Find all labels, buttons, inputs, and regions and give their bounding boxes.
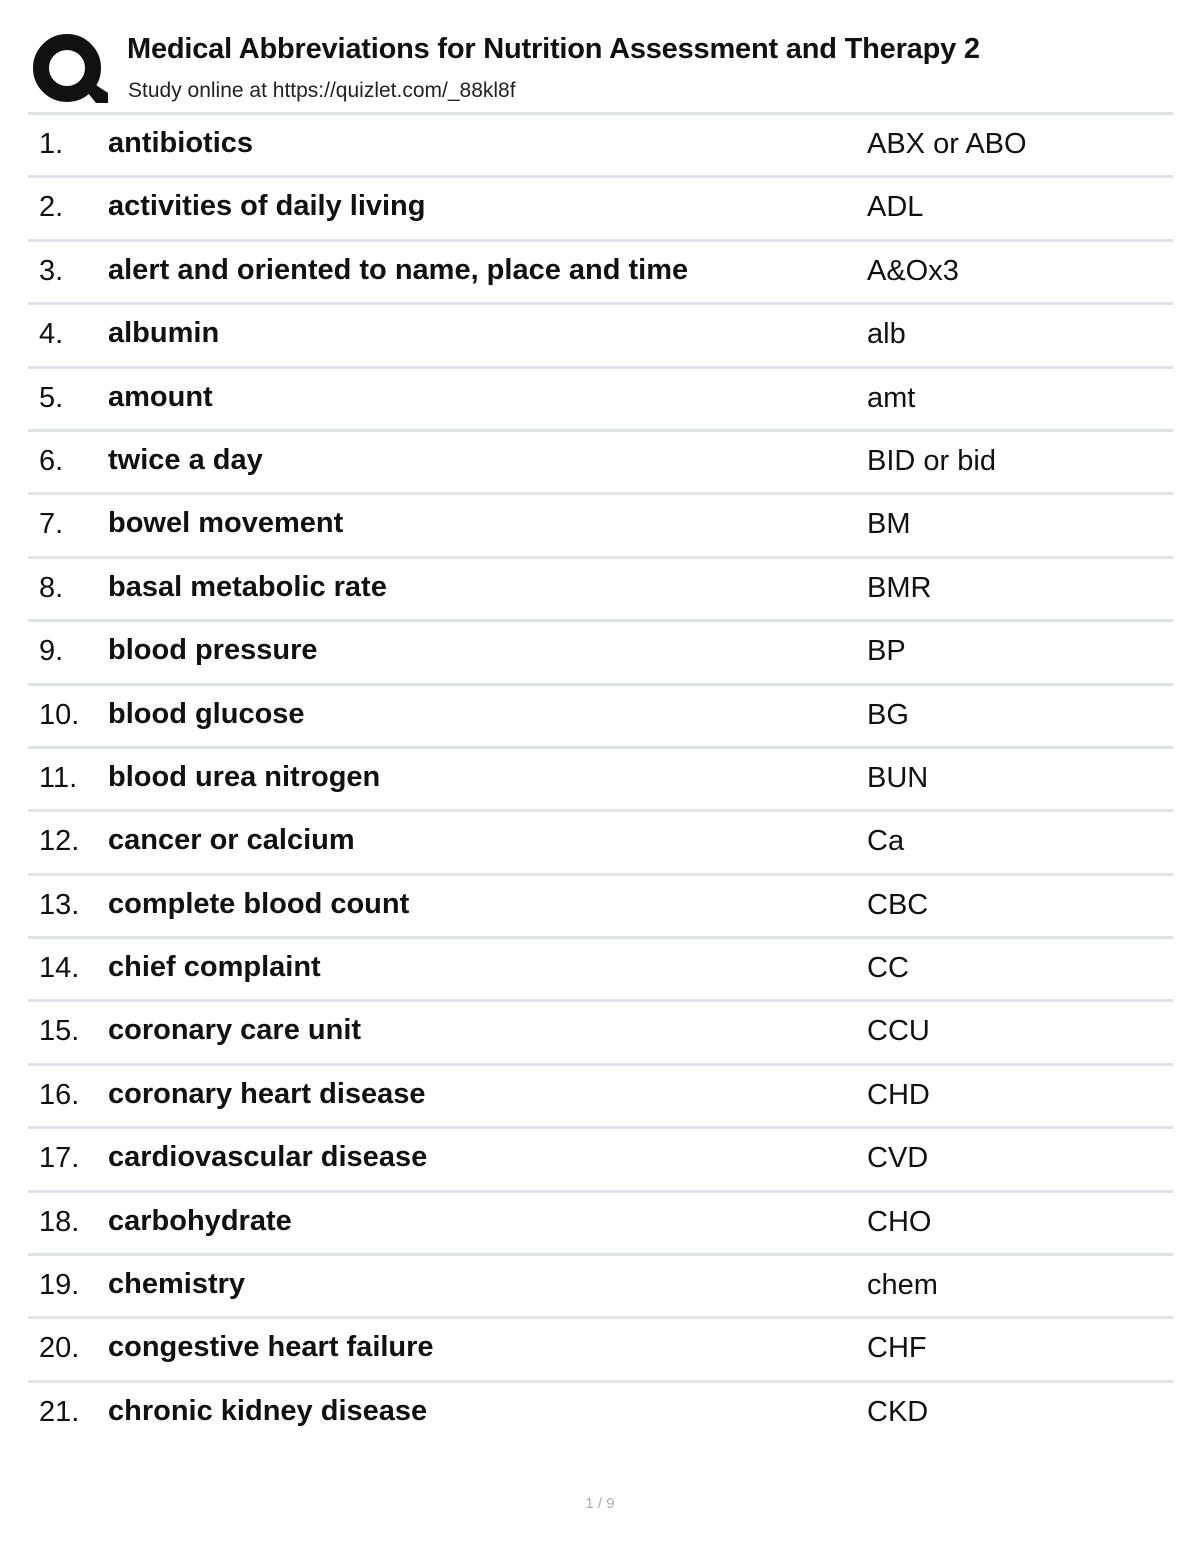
term-abbreviation: BG [867, 698, 909, 731]
term-text: bowel movement [108, 507, 344, 540]
term-text: blood glucose [108, 697, 305, 730]
term-number: 9. [39, 635, 64, 668]
term-row [28, 936, 1173, 999]
term-text: blood pressure [108, 634, 318, 667]
term-abbreviation: BMR [867, 571, 932, 604]
term-row [28, 1126, 1173, 1189]
study-online-link[interactable]: https://quizlet.com/_88kl8f [272, 79, 516, 102]
term-abbreviation: CVD [867, 1142, 929, 1175]
term-abbreviation: CKD [867, 1395, 929, 1428]
term-text: cancer or calcium [108, 824, 355, 857]
term-abbreviation: CHO [867, 1205, 932, 1238]
term-row [28, 302, 1173, 365]
term-number: 7. [39, 508, 64, 541]
term-text: chief complaint [108, 951, 321, 984]
term-number: 2. [39, 191, 64, 224]
term-abbreviation: amt [867, 381, 916, 414]
term-number: 5. [39, 381, 64, 414]
term-row [28, 683, 1173, 746]
term-abbreviation: BM [867, 508, 911, 541]
term-row [28, 873, 1173, 936]
term-text: activities of daily living [108, 190, 426, 223]
term-text: amount [108, 380, 213, 413]
page-header [0, 0, 1200, 112]
term-number: 11. [39, 761, 78, 794]
term-text: twice a day [108, 443, 263, 476]
term-row [28, 809, 1173, 872]
term-text: antibiotics [108, 127, 254, 159]
term-number: 21. [39, 1395, 80, 1428]
term-row [28, 429, 1173, 492]
term-row [28, 999, 1173, 1062]
term-abbreviation: Ca [867, 825, 905, 858]
term-text: chronic kidney disease [108, 1394, 428, 1427]
term-number: 15. [39, 1015, 80, 1048]
term-row [28, 239, 1173, 302]
term-number: 10. [39, 698, 80, 731]
page-indicator: 1 / 9 [585, 1495, 615, 1512]
term-number: 14. [39, 952, 80, 985]
term-row [28, 366, 1173, 429]
term-row [28, 175, 1173, 238]
term-abbreviation: A&Ox3 [867, 254, 959, 287]
term-number: 8. [39, 571, 64, 604]
term-number: 16. [39, 1078, 80, 1111]
term-number: 6. [39, 444, 64, 477]
page-title: Medical Abbreviations for Nutrition Assessment and Therapy 2 [127, 33, 980, 65]
term-abbreviation: ABX or ABO [867, 128, 1027, 160]
term-text: coronary heart disease [108, 1077, 426, 1110]
term-number: 1. [39, 128, 64, 160]
term-row [28, 112, 1173, 175]
term-number: 19. [39, 1269, 80, 1302]
term-row [28, 619, 1173, 682]
term-number: 4. [39, 318, 64, 351]
term-row [28, 492, 1173, 555]
term-number: 12. [39, 825, 80, 858]
term-abbreviation: BUN [867, 761, 929, 794]
term-abbreviation: CC [867, 952, 909, 985]
term-row [28, 1063, 1173, 1126]
term-row [28, 1316, 1173, 1379]
term-number: 18. [39, 1205, 80, 1238]
term-text: basal metabolic rate [108, 570, 387, 603]
term-row [28, 1253, 1173, 1316]
term-row [28, 556, 1173, 619]
term-abbreviation: ADL [867, 191, 924, 224]
term-text: congestive heart failure [108, 1331, 434, 1364]
term-number: 17. [39, 1142, 80, 1175]
quizlet-q-logo-icon [30, 31, 108, 109]
term-abbreviation: chem [867, 1269, 938, 1302]
term-abbreviation: alb [867, 318, 906, 351]
term-text: complete blood count [108, 887, 410, 920]
term-text: cardiovascular disease [108, 1141, 428, 1174]
term-row [28, 746, 1173, 809]
term-list [28, 112, 1173, 1443]
term-row [28, 1190, 1173, 1253]
study-online-line [128, 79, 516, 103]
study-online-label: Study online at [128, 79, 273, 102]
term-abbreviation: CHD [867, 1078, 930, 1111]
term-text: alert and oriented to name, place and time [108, 253, 689, 286]
term-number: 20. [39, 1332, 80, 1365]
term-abbreviation: BP [867, 635, 906, 668]
term-text: albumin [108, 317, 220, 350]
term-abbreviation: CCU [867, 1015, 930, 1048]
term-row [28, 1380, 1173, 1443]
term-abbreviation: BID or bid [867, 444, 996, 477]
term-text: coronary care unit [108, 1014, 362, 1047]
term-number: 3. [39, 254, 64, 287]
term-text: blood urea nitrogen [108, 760, 381, 793]
term-number: 13. [39, 888, 80, 921]
term-text: carbohydrate [108, 1204, 292, 1237]
term-text: chemistry [108, 1268, 246, 1301]
term-abbreviation: CBC [867, 888, 929, 921]
term-abbreviation: CHF [867, 1332, 927, 1365]
